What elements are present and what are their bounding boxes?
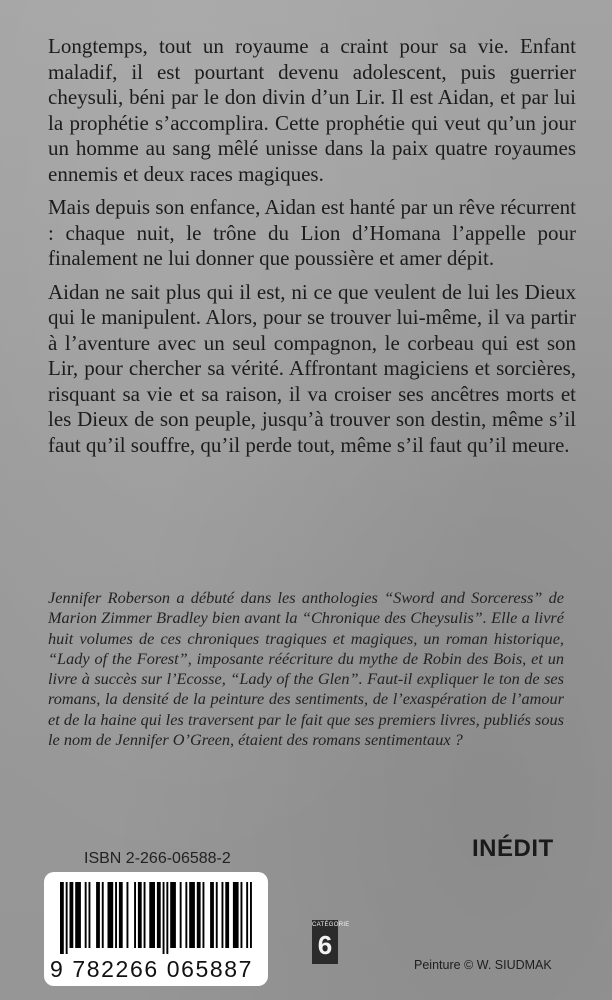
barcode-bar bbox=[233, 882, 239, 948]
barcode-bar bbox=[163, 882, 165, 954]
barcode-bar bbox=[189, 882, 195, 948]
barcode-bar bbox=[225, 882, 229, 948]
barcode-bar bbox=[138, 882, 142, 948]
barcode-bar bbox=[134, 882, 136, 948]
barcode-bar bbox=[170, 882, 176, 948]
category-badge-label: CATÉGORIE bbox=[312, 922, 350, 928]
barcode-bar bbox=[149, 882, 155, 948]
cover-art-credit: Peinture © W. SIUDMAK bbox=[414, 958, 552, 972]
barcode-panel bbox=[44, 872, 268, 986]
back-cover-blurb bbox=[48, 34, 576, 466]
author-bio: Jennifer Roberson a débuté dans les anthologies “Sword and Sorceress” de Marion Zimmer Bradley bien avant la “Chronique des Cheysulis”. Elle a livré huit volumes de ces chroniques tragiques et magiques, un roman historique, “Lady of the Forest”, imposante réécriture du mythe de Robin des Bois, et un livre à succès sur l’Ecosse, “Lady of the Glen”. Faut-il expliquer le ton de ses romans, la densité de la peinture des sentiments, de l’exaspération de l’amour et de la haine qui les traversent par le fait que ses premiers livres, publiés sous le nom de Jennifer O’Green, étaient des romans sentimentaux ? bbox=[48, 588, 564, 750]
isbn-text: ISBN 2-266-06588-2 bbox=[84, 850, 231, 867]
barcode-bar bbox=[60, 882, 64, 954]
barcode-bar bbox=[66, 882, 68, 954]
barcode-bar bbox=[108, 882, 114, 948]
blurb-paragraph-2: Mais depuis son enfance, Aidan est hanté par un rêve récurrent : chaque nuit, le trône du Lion d’Homana l’appelle pour finalement ne lui donner que poussière et amer dépit. bbox=[48, 195, 576, 270]
barcode-bar bbox=[216, 882, 218, 948]
blurb-paragraph-3: Aidan ne sait plus qui il est, ni ce que veulent de lui les Dieux qui le manipulent. Alors, pour se trouver lui-même, il va partir à l’aventure avec un seul compagnon, le corbeau qui est son Lir, pour chercher sa vérité. Affrontant magiciens et sorcières, risquant sa vie et sa raison, il va croiser ses ancêtres morts et les Dieux de son peuple, jusqu’à trouver son destin, même s’il faut qu’il souffre, qu’il perde tout, même s’il faut qu’il meure. bbox=[48, 279, 576, 457]
barcode-bar bbox=[197, 882, 201, 948]
barcode-bar bbox=[180, 882, 182, 948]
barcode-bar bbox=[144, 882, 146, 948]
barcode-bar bbox=[166, 882, 168, 954]
barcode-bar bbox=[70, 882, 74, 948]
barcode-bar bbox=[185, 882, 187, 948]
barcode-bar bbox=[102, 882, 104, 948]
barcode-bar bbox=[203, 882, 205, 948]
barcode-bar bbox=[222, 882, 224, 948]
blurb-paragraph-1: Longtemps, tout un royaume a craint pour sa vie. Enfant maladif, il est pourtant devenu adolescent, puis guerrier cheysuli, béni par le don divin d’un Lir. Il est Aidan, et par lui la prophétie s’accomplira. Cette prophétie qui veut qu’un jour un homme au sang mêlé unisse dans la paix quatre royaumes ennemis et deux races magiques. bbox=[48, 34, 576, 186]
barcode-bar bbox=[96, 882, 100, 948]
barcode-bar bbox=[115, 882, 117, 948]
barcode-bar bbox=[210, 882, 214, 948]
barcode-bar bbox=[157, 882, 161, 948]
barcode-bar bbox=[127, 882, 129, 948]
category-badge-number: 6 bbox=[317, 930, 333, 960]
barcode-number: 9 782266 065887 bbox=[50, 956, 254, 982]
barcode-bar bbox=[250, 882, 252, 948]
barcode-bar bbox=[119, 882, 123, 948]
category-badge bbox=[312, 920, 350, 964]
barcode-bar bbox=[89, 882, 91, 948]
barcode-bar bbox=[246, 882, 248, 948]
barcode-bars bbox=[58, 882, 254, 954]
barcode-bar bbox=[75, 882, 81, 948]
inedit-label: INÉDIT bbox=[472, 835, 554, 862]
barcode-bar bbox=[241, 882, 243, 948]
barcode-bar bbox=[85, 882, 87, 948]
